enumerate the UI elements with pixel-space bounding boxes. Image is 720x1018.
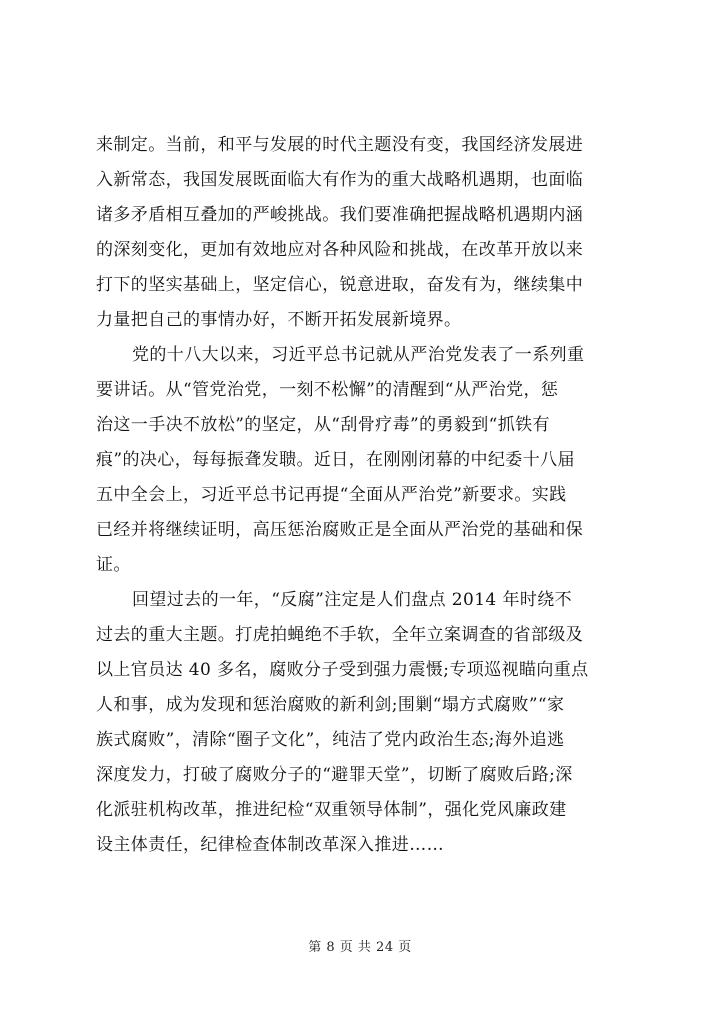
text-line: 痕”的决心，每每振聋发聩。近日，在刚刚闭幕的中纪委十八届: [96, 450, 575, 470]
text-line: 化派驻机构改革，推进纪检“双重领导体制”，强化党风廉政建: [96, 800, 567, 820]
text-line: 过去的重大主题。打虎拍蝇绝不手软，全年立案调查的省部级及: [96, 625, 584, 645]
text-line: 已经并将继续证明，高压惩治腐败正是全面从严治党的基础和保: [96, 520, 584, 540]
text-line: 以上官员达 40 多名，腐败分子受到强力震慑;专项巡视瞄向重点: [96, 660, 589, 680]
paragraph-3: [96, 583, 636, 863]
text-line: 回望过去的一年，“反腐”注定是人们盘点 2014 年时绕不: [132, 590, 573, 610]
text-line: 入新常态，我国发展既面临大有作为的重大战略机遇期，也面临: [96, 170, 584, 190]
text-line: 要讲话。从“管党治党，一刻不松懈”的清醒到“从严治党，惩: [96, 380, 559, 400]
text-line: 力量把自己的事情办好，不断开拓发展新境界。: [96, 310, 462, 330]
paragraph-1: [96, 128, 636, 338]
text-line: 人和事，成为发现和惩治腐败的新利剑;围剿“塌方式腐败”“家: [96, 695, 565, 715]
text-line: 深度发力，打破了腐败分子的“避罪天堂”，切断了腐败后路;深: [96, 765, 573, 785]
text-line: 党的十八大以来，习近平总书记就从严治党发表了一系列重: [132, 345, 585, 365]
text-line: 打下的坚实基础上，坚定信心，锐意进取，奋发有为，继续集中: [96, 275, 584, 295]
paragraph-2: [96, 338, 636, 583]
text-line: 治这一手决不放松”的坚定，从“刮骨疗毒”的勇毅到“抓铁有: [96, 415, 550, 435]
body-text: [96, 128, 636, 863]
text-line: 族式腐败”，清除“圈子文化”，纯洁了党内政治生态;海外追逃: [96, 730, 565, 750]
text-line: 设主体责任，纪律检查体制改革深入推进……: [96, 835, 444, 855]
text-line: 诸多矛盾相互叠加的严峻挑战。我们要准确把握战略机遇期内涵: [96, 205, 584, 225]
page-number-footer: 第 8 页 共 24 页: [308, 940, 412, 955]
text-line: 来制定。当前，和平与发展的时代主题没有变，我国经济发展进: [96, 135, 584, 155]
text-line: 证。: [96, 555, 131, 575]
text-line: 五中全会上，习近平总书记再提“全面从严治党”新要求。实践: [96, 485, 567, 505]
text-line: 的深刻变化，更加有效地应对各种风险和挑战，在改革开放以来: [96, 240, 584, 260]
